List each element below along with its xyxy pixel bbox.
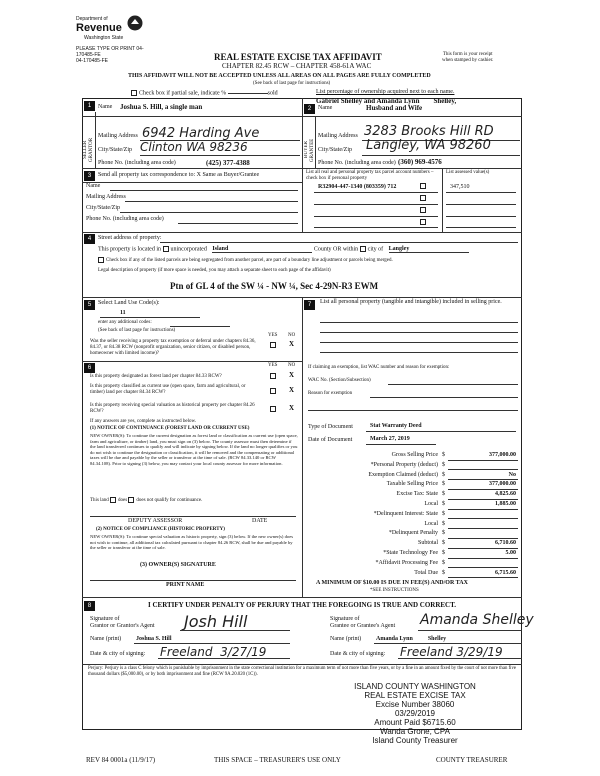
- tax-row-value: 377,000.00: [489, 481, 516, 488]
- signature-left: Josh Hill: [184, 612, 248, 631]
- tax-row-value: 6,710.60: [495, 540, 516, 547]
- tax-row-currency: $: [442, 452, 445, 458]
- section-7-num: 7: [304, 300, 315, 310]
- county-label: County OR within: [313, 246, 359, 253]
- tax-row-currency: $: [442, 501, 445, 507]
- list-pct: List percentage of ownership acquired next to each name.: [316, 89, 455, 95]
- tax-row-line: [448, 558, 518, 559]
- tax-row-currency: $: [442, 510, 445, 517]
- parcel-checkbox-1[interactable]: [420, 183, 426, 189]
- does-checkbox[interactable]: [110, 497, 116, 503]
- tax-row-line: [448, 567, 518, 568]
- does-not-checkbox[interactable]: [128, 497, 134, 503]
- washington-logo-icon: [126, 14, 144, 32]
- stamp-line5: Amount Paid $6715.60: [374, 718, 456, 727]
- tax-row-currency: $: [442, 481, 445, 488]
- buyer-side-label: BUYER GRANTEE: [304, 138, 315, 162]
- s6-q3: Is this property receiving special valuation as historical property per chapter 84.26 RCW?: [90, 403, 255, 414]
- tax-row-label: Gross Selling Price: [391, 452, 438, 458]
- tax-row-label: Total Due: [414, 569, 438, 576]
- tax-row-line: [448, 548, 518, 549]
- s6-q2-yes[interactable]: [270, 388, 278, 394]
- tax-row-label: *Personal Property (deduct): [370, 461, 438, 468]
- tax-row-label: *Delinquent Penalty: [388, 530, 438, 537]
- logo-line2: Revenue: [76, 22, 122, 34]
- s5-answer: X: [289, 340, 295, 348]
- section-1-num: 1: [84, 101, 95, 111]
- s3-name-label: Name: [86, 183, 101, 189]
- personal-property-label: List all personal property (tangible and intangible) included in selling price.: [320, 299, 502, 305]
- tax-row-label: Local: [424, 520, 438, 527]
- tax-row-line: [448, 479, 518, 480]
- s6-q2-mark: X: [289, 386, 295, 394]
- doc-date-label: Date of Document: [308, 437, 353, 443]
- parcels-header: List all real and personal property tax parcel account numbers – check box if personal property: [306, 170, 434, 181]
- stamp-line3: Excise Number 38060: [375, 700, 455, 709]
- s6-q1: Is this property designated as forest land per chapter 84.33 RCW?: [90, 374, 222, 379]
- buyer-city-label: City/State/Zip: [318, 147, 352, 153]
- send-correspondence: Send all property tax correspondence to: X Same as Buyer/Grantee: [98, 172, 260, 178]
- tax-row-label: *Delinquent Interest: State: [373, 510, 438, 517]
- section-5-num: 5: [84, 300, 95, 310]
- s5-question: Was the seller receiving a property tax exemption or deferral under chapters 84.36, 84.37, or 84.38 RCW (nonprofit organization, senior citizen, or disabled person, homeowner with limited income)?: [90, 339, 256, 356]
- s5-see-back: (See back of last page for instructions): [98, 328, 176, 333]
- s3-address-label: Mailing Address: [86, 194, 126, 200]
- seller-side-label: SELLER GRANTOR: [83, 137, 94, 163]
- s6-q2: Is this property classified as current use (open space, farm and agricultural, or timber) land per chapter 84.34 RCW?: [90, 384, 246, 395]
- assessed-value: 347,510: [450, 184, 470, 190]
- land-use-code: 11: [120, 310, 126, 316]
- located-label: This property is located in: [98, 246, 161, 253]
- land-use-label: Select Land Use Code(s):: [98, 300, 160, 306]
- tax-row-currency: $: [442, 569, 445, 576]
- section-3-num: 3: [84, 171, 95, 181]
- segregated-checkbox[interactable]: [98, 257, 104, 263]
- certify-line: I CERTIFY UNDER PENALTY OF PERJURY THAT THE FOREGOING IS TRUE AND CORRECT.: [148, 601, 457, 609]
- sig-label-left: Signature of Grantor or Grantor's Agent: [90, 616, 155, 629]
- file-note: PLEASE TYPE OR PRINT 04- 170485-FE 04-170485-FE: [76, 46, 144, 64]
- s6-any-yes: If any answers are yes, complete as instructed below.: [90, 419, 197, 424]
- print-name: PRINT NAME: [166, 582, 205, 588]
- s3-phone-label: Phone No. (including area code): [86, 216, 164, 222]
- seller-phone: (425) 377-4388: [206, 159, 250, 167]
- sig-label-right: Signature of Grantee or Grantee's Agent: [330, 616, 396, 629]
- s6-q3-mark: X: [289, 404, 295, 412]
- see-instructions: *SEE INSTRUCTIONS: [370, 588, 419, 593]
- tax-row-currency: $: [442, 530, 445, 537]
- does-label: does: [118, 498, 128, 504]
- wac-claim: If claiming an exemption, list WAC number and reason for exemption:: [308, 365, 450, 370]
- receipt-note: This form is your receipt when stamped by cashier.: [442, 52, 494, 63]
- tax-row-value: No: [508, 471, 516, 478]
- assessed-header: List assessed value(s): [446, 170, 490, 175]
- parcel-checkbox-2[interactable]: [420, 195, 426, 201]
- deputy-date: DATE: [252, 518, 268, 524]
- s6-yes-label: YES: [268, 363, 278, 368]
- perjury-note: Perjury: Perjury is a class C felony which is punishable by imprisonment in the state correctional institution for a maximum term of not more than five years, or by a fine in an amount fixed by the court of not more than five thousand dollars ($5,000.00), or by both imprisonment and fine (RCW 9A.20.020 (1C)).: [88, 666, 517, 677]
- tax-row-value: 5.00: [505, 550, 516, 556]
- s5-no-label: NO: [288, 333, 296, 338]
- logo-line1: Department of: [76, 16, 108, 22]
- name-left: Joshua S. Hill: [136, 636, 172, 642]
- seller-address-label: Mailing Address: [98, 133, 138, 139]
- s3-city-label: City/State/Zip: [86, 205, 120, 211]
- city-of-checkbox[interactable]: [360, 246, 366, 252]
- exemption-reason: Reason for exemption: [308, 391, 353, 396]
- tax-row-value: 6,715.60: [495, 569, 516, 576]
- section-8-num: 8: [84, 601, 95, 611]
- partial-sold-label: sold: [267, 90, 278, 97]
- treasurer-stamp: [330, 682, 500, 745]
- city-value: Langley: [389, 246, 469, 253]
- tax-row-currency: $: [442, 471, 445, 478]
- tax-row-line: [448, 509, 518, 510]
- tax-row-value: 377,000.00: [489, 452, 516, 458]
- tax-row-label: Exemption Claimed (deduct): [368, 471, 438, 478]
- land-label: This land: [90, 498, 109, 504]
- seller-address: 6942 Harding Ave: [142, 126, 260, 141]
- legal-description: Ptn of GL 4 of the SW ¼ - NW ¼, Sec 4-29N-R3 EWM: [170, 281, 379, 291]
- partial-sale-checkbox[interactable]: [131, 90, 137, 96]
- tax-row-label: *Affidavit Processing Fee: [375, 559, 438, 566]
- tax-row-value: 1,885.00: [495, 501, 516, 507]
- s5-yes-label: YES: [268, 333, 278, 338]
- s6-q3-yes[interactable]: [270, 406, 278, 412]
- tax-row-line: [448, 577, 518, 578]
- section-4-num: 4: [84, 234, 95, 244]
- stamp-line2: REAL ESTATE EXCISE TAX: [364, 691, 466, 700]
- form-title: REAL ESTATE EXCISE TAX AFFIDAVIT: [214, 52, 382, 62]
- see-back: (See back of last page for instructions): [253, 81, 331, 86]
- doc-date: March 27, 2019: [370, 436, 410, 442]
- seller-phone-label: Phone No. (including area code): [98, 160, 176, 166]
- doc-type: Stat Warranty Deed: [370, 423, 422, 429]
- legal-label: Legal description of property (if more space is needed, you may attach a separate sheet to each page of the affidavit): [98, 268, 331, 273]
- stamp-line1: ISLAND COUNTY WASHINGTON: [354, 682, 476, 691]
- city-of-label: city of: [367, 246, 384, 253]
- parcel-number: R32904-447-1340 (803359) 712: [318, 184, 397, 190]
- tax-row-currency: $: [442, 491, 445, 498]
- date-left: Freeland 3/27/19: [160, 645, 267, 659]
- name-label-right: Name (print): [330, 636, 362, 642]
- partial-sale-label: Check box if partial sale, indicate %: [139, 90, 227, 97]
- s6-no-label: NO: [288, 363, 296, 368]
- footer-rev: REV 84 0001a (11/9/17): [86, 756, 156, 764]
- seller-name-label: Name: [98, 104, 113, 110]
- form-chapter: CHAPTER 82.45 RCW – CHAPTER 458-61A WAC: [222, 62, 372, 70]
- logo-line3: Washington State: [84, 35, 124, 41]
- tax-row-line: [448, 518, 518, 519]
- tax-row-line: [448, 528, 518, 529]
- unincorporated-checkbox[interactable]: [163, 246, 169, 252]
- parcel-checkbox-3[interactable]: [420, 207, 426, 213]
- located-line: [98, 246, 469, 253]
- minimum-due: A MINIMUM OF $10.00 IS DUE IN FEE(S) AND/OR TAX: [316, 580, 468, 586]
- tax-row-currency: $: [442, 540, 445, 547]
- stamp-line7: Island County Treasurer: [372, 736, 458, 745]
- tax-row-label: Excise Tax: State: [396, 491, 438, 498]
- buyer-name-line2: Husband and Wife: [366, 104, 423, 112]
- unincorporated-label: unincorporated: [170, 246, 207, 253]
- seller-name: Joshua S. Hill, a single man: [120, 103, 203, 111]
- buyer-address: 3283 Brooks Hill RD: [364, 124, 494, 139]
- segregated-line: [98, 257, 393, 263]
- tax-row-line: [448, 460, 518, 461]
- street-label: Street address of property:: [98, 235, 162, 241]
- doc-type-label: Type of Document: [308, 424, 353, 430]
- section-6-num: 6: [84, 363, 95, 373]
- tax-row-label: Subtotal: [417, 540, 438, 547]
- continuance-title: (1) NOTICE OF CONTINUANCE (FOREST LAND OR CURRENT USE): [90, 426, 250, 431]
- compliance-text: NEW OWNER(S): To continue special valuation as historic property, sign (3) below. If the new owner(s) does not wish to continue, all additional tax calculated pursuant to chapter 84.26 RCW, shall be due and payable by the seller or transferor at the time of sale.: [90, 534, 294, 551]
- deputy-assessor: DEPUTY ASSESSOR: [128, 518, 183, 524]
- compliance-title: (2) NOTICE OF COMPLIANCE (HISTORIC PROPERTY): [96, 527, 225, 532]
- footer-space: THIS SPACE – TREASURER'S USE ONLY: [214, 756, 341, 764]
- stamp-line4: 03/29/2019: [394, 709, 436, 718]
- name-label-left: Name (print): [90, 636, 122, 642]
- seller-city-label: City/State/Zip: [98, 147, 132, 153]
- s6-q1-yes[interactable]: [270, 373, 278, 379]
- does-not-label: does not qualify for continuance.: [136, 498, 203, 504]
- tax-row-value: 4,825.60: [495, 491, 516, 498]
- owner-signature: (3) OWNER(S) SIGNATURE: [140, 562, 216, 568]
- tax-row-line: [448, 499, 518, 500]
- tax-row-label: Taxable Selling Price: [386, 481, 438, 488]
- warning-line: THIS AFFIDAVIT WILL NOT BE ACCEPTED UNLESS ALL AREAS ON ALL PAGES ARE FULLY COMPLETED: [128, 73, 431, 79]
- seller-city: Clinton WA 98236: [140, 140, 248, 154]
- tax-row-currency: $: [442, 550, 445, 556]
- tax-row-currency: $: [442, 461, 445, 468]
- continuance-text: NEW OWNER(S): To continue the current designation as forest land or classification as current use (open space, farm and agriculture, or timber) land, you must sign on (3) below. The county assessor must then determine if the land transferred continues to qualify and will indicate by signing below. If the land no longer qualifies or you do not wish to continue the designation or classification, it will be removed and the compensating or additional taxes will be due and payable by the seller or transferor at the time of sale. (RCW 84.33.140 or RCW 84.34.108). Prior to signing (3) below, you may contact your local county assessor for more information.: [90, 433, 298, 466]
- buyer-name-label: Name: [318, 105, 333, 111]
- buyer-address-label: Mailing Address: [318, 133, 358, 139]
- stamp-line6: Wanda Grone, CPA: [380, 727, 450, 736]
- tax-row-line: [448, 489, 518, 490]
- partial-sale: [131, 90, 278, 96]
- name-right: Amanda Lynn Shelley: [376, 636, 447, 642]
- buyer-phone-label: Phone No. (including area code): [318, 160, 396, 166]
- county-value: Island: [212, 246, 312, 253]
- buyer-city: Langley, WA 98260: [366, 138, 491, 153]
- tax-row-currency: $: [442, 520, 445, 527]
- tax-row-line: [448, 469, 518, 470]
- buyer-name-line1: Gabriel Shelley and Amanda Lynn Shelley,: [316, 97, 457, 105]
- s5-yes-checkbox[interactable]: [270, 342, 278, 348]
- tax-row-currency: $: [442, 559, 445, 566]
- parcel-checkbox-4[interactable]: [420, 219, 426, 225]
- segregated-label: Check box if any of the listed parcels are being segregated from another parcel, are part of a boundary line adjustment or parcels being merged.: [106, 258, 393, 264]
- date-label-left: Date & city of signing:: [90, 651, 146, 657]
- buyer-phone: (360) 969-4576: [398, 158, 442, 166]
- tax-row-line: [448, 538, 518, 539]
- s6-q1-mark: X: [289, 371, 295, 379]
- wac-no: WAC No. (Section/Subsection): [308, 378, 371, 383]
- date-right: Freeland 3/29/19: [400, 645, 503, 659]
- land-qualifies: [90, 497, 202, 503]
- signature-right: Amanda Shelley: [420, 612, 534, 628]
- tax-row-label: Local: [424, 501, 438, 507]
- section-2-num: 2: [304, 104, 315, 114]
- additional-codes: enter any additional codes:: [98, 320, 152, 325]
- date-label-right: Date & city of signing:: [330, 651, 386, 657]
- footer-county: COUNTY TREASURER: [436, 756, 508, 764]
- tax-row-label: *State Technology Fee: [383, 550, 438, 556]
